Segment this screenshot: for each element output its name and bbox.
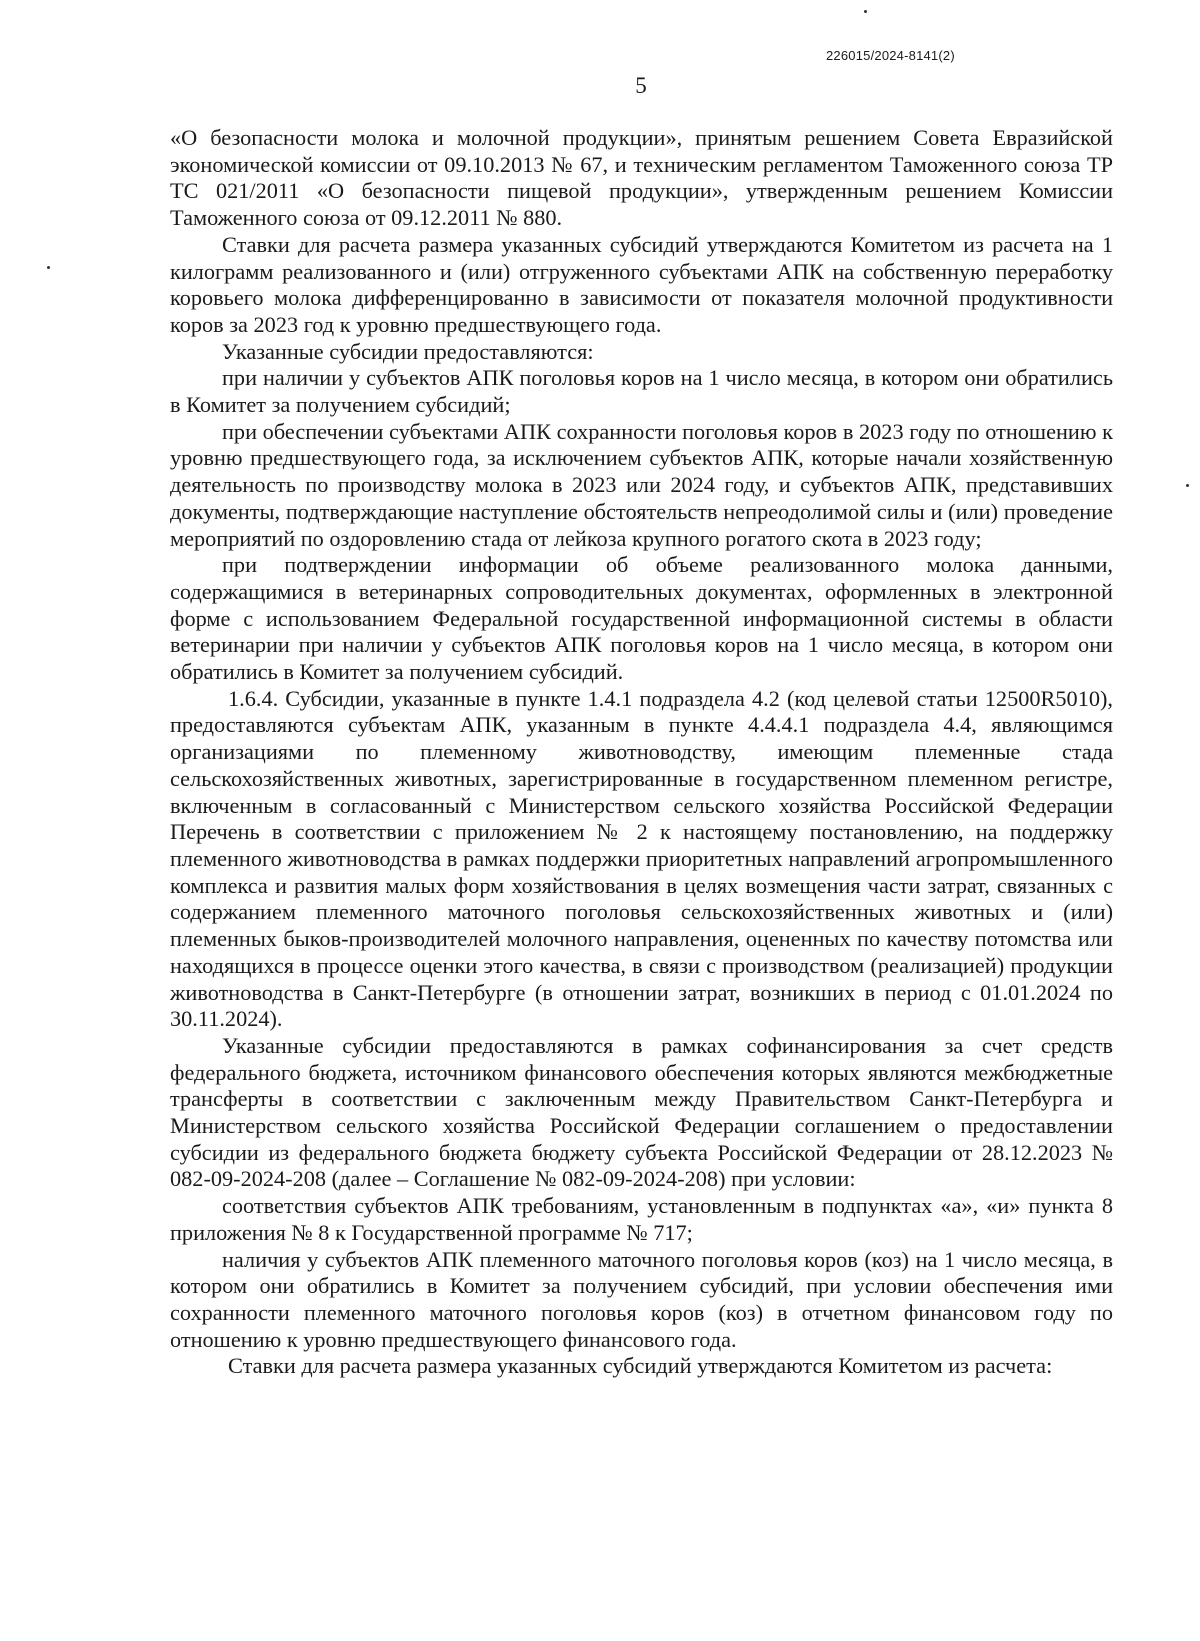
paragraph: Ставки для расчета размера указанных субсидий утверждаются Комитетом из расчета на 1 килограмм реализованного и (или) отгруженного субъектами АПК на собственную переработку коровьего молока дифференцированно в зависимости от показателя молочной продуктивности коров за 2023 год к уровню предшествующего года.	[170, 231, 1113, 337]
paragraph: Указанные субсидии предоставляются в рамках софинансирования за счет средств федерального бюджета, источником финансового обеспечения которых являются межбюджетные трансферты в соответствии с заключенным между Правительством Санкт-Петербурга и Министерством сельского хозяйства Российской Федерации соглашением о предоставлении субсидии из федерального бюджета бюджету субъекта Российской Федерации от 28.12.2023 № 082-09-2024-208 (далее – Соглашение № 082-09-2024-208) при условии:	[170, 1032, 1113, 1192]
paragraph: наличия у субъектов АПК племенного маточного поголовья коров (коз) на 1 число месяца, в котором они обратились в Комитет за получением субсидий, при условии обеспечения ими сохранности племенного маточного поголовья коров (коз) в отчетном финансовом году по отношению к уровню предшествующего финансового года.	[170, 1246, 1113, 1352]
document-registration-number: 226015/2024-8141(2)	[826, 48, 955, 63]
paragraph: Ставки для расчета размера указанных субсидий утверждаются Комитетом из расчета:	[228, 1353, 1053, 1379]
paragraph: при обеспечении субъектами АПК сохранности поголовья коров в 2023 году по отношению к уровню предшествующего года, за исключением субъектов АПК, которые начали хозяйственную деятельность по производству молока в 2023 или 2024 году, и субъектов АПК, представивших документы, подтверждающие наступление обстоятельств непреодолимой силы и (или) проведение мероприятий по оздоровлению стада от лейкоза крупного рогатого скота в 2023 году;	[170, 418, 1113, 551]
scan-speck	[47, 266, 50, 269]
paragraph: при наличии у субъектов АПК поголовья коров на 1 число месяца, в котором они обратились в Комитет за получением субсидий;	[170, 365, 1113, 418]
paragraph: «О безопасности молока и молочной продукции», принятым решением Совета Евразийской экономической комиссии от 09.10.2013 № 67, и техническим регламентом Таможенного союза ТР ТС 021/2011 «О безопасности пищевой продукции», утвержденным решением Комиссии Таможенного союза от 09.12.2011 № 880.	[170, 125, 1113, 231]
paragraph: Указанные субсидии предоставляются:	[222, 338, 594, 364]
paragraph: 1.6.4. Субсидии, указанные в пункте 1.4.1 подраздела 4.2 (код целевой статьи 12500R5010), предоставляются субъектам АПК, указанным в пункте 4.4.4.1 подраздела 4.4, являющимся организациями по племенному животноводству, имеющим племенные стада сельскохозяйственных животных, зарегистрированные в государственном племенном регистре, включенным в согласованный с Министерством сельского хозяйства Российской Федерации Перечень в соответствии с приложением № 2 к настоящему постановлению, на поддержку племенного животноводства в рамках поддержки приоритетных направлений агропромышленного комплекса и развития малых форм хозяйствования в целях возмещения части затрат, связанных с содержанием племенного маточного поголовья сельскохозяйственных животных и (или) племенных быков-производителей молочного направления, оцененных по качеству потомства или находящихся в процессе оценки этого качества, в связи с производством (реализацией) продукции животноводства в Санкт-Петербурге (в отношении затрат, возникших в период с 01.01.2024 по 30.11.2024).	[170, 685, 1113, 1032]
scan-speck	[1186, 484, 1189, 487]
paragraph: при подтверждении информации об объеме реализованного молока данными, содержащимися в ветеринарных сопроводительных документах, оформленных в электронной форме с использованием Федеральной государственной информационной системы в области ветеринарии при наличии у субъектов АПК поголовья коров на 1 число месяца, в котором они обратились в Комитет за получением субсидий.	[170, 552, 1113, 685]
document-body	[170, 125, 1113, 1380]
page-number: 5	[635, 73, 647, 98]
paragraph: соответствия субъектов АПК требованиям, установленным в подпунктах «а», «и» пункта 8 приложения № 8 к Государственной программе № 717;	[170, 1193, 1113, 1245]
scan-speck	[864, 10, 867, 13]
